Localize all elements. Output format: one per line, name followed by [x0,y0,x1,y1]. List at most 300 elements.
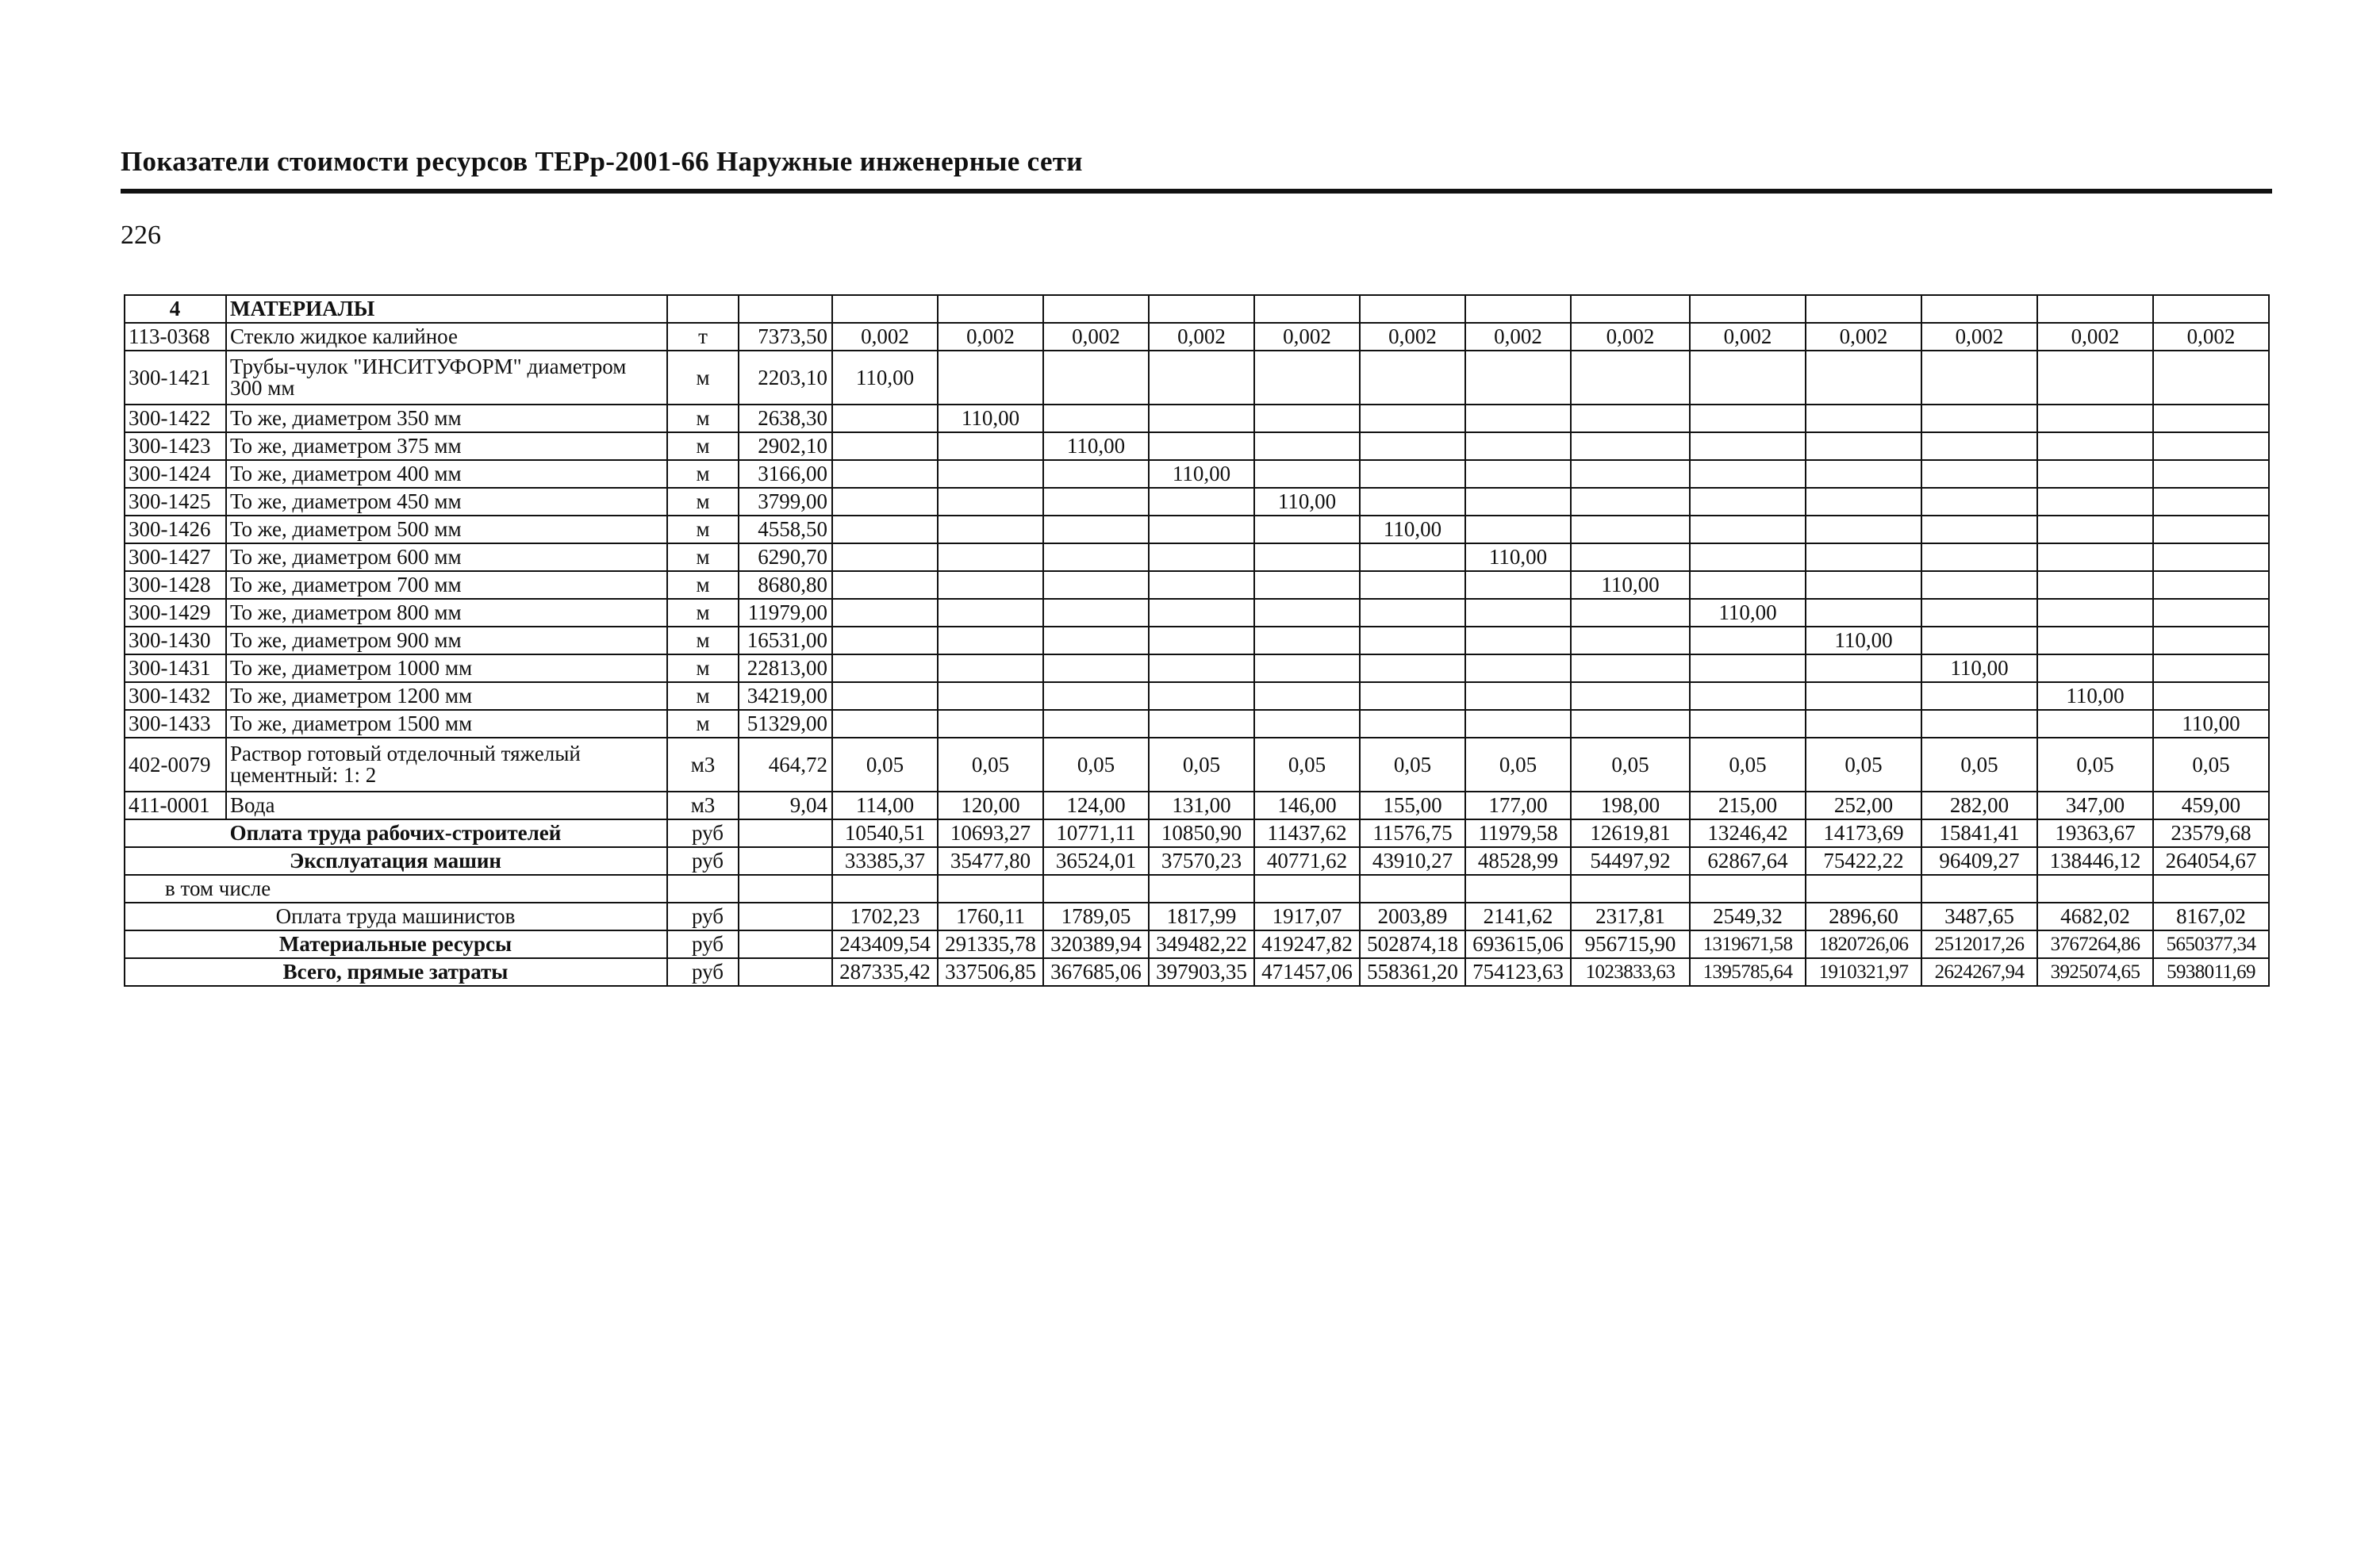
table-row [125,654,2269,682]
resource-name: То же, диаметром 1000 мм [226,654,667,682]
value-cell [1465,405,1571,432]
summary-value: 11576,75 [1360,819,1465,847]
value-cell [1690,460,1806,488]
value-cell [1360,710,1465,738]
value-cell [1690,516,1806,543]
resource-unit: м [667,682,739,710]
value-cell [2037,460,2153,488]
value-cell [2037,405,2153,432]
resource-name: То же, диаметром 350 мм [226,405,667,432]
resource-code: 300-1422 [125,405,226,432]
resource-code: 402-0079 [125,738,226,792]
value-cell [1921,710,2037,738]
value-cell: 0,002 [1360,323,1465,351]
value-cell [1360,654,1465,682]
summary-unit: руб [667,819,739,847]
table-row [125,323,2269,351]
value-cell [1571,405,1690,432]
value-cell [1806,351,1921,405]
summary-value: 2512017,26 [1921,930,2037,958]
summary-value: 291335,78 [938,930,1043,958]
value-cell [938,710,1043,738]
value-cell [1254,432,1360,460]
resource-code: 300-1429 [125,599,226,627]
value-cell: 0,002 [2153,323,2269,351]
summary-label: Эксплуатация машин [125,847,667,875]
value-cell: 110,00 [1360,516,1465,543]
summary-value: 2141,62 [1465,903,1571,930]
resource-price: 22813,00 [739,654,832,682]
value-cell: 0,002 [1806,323,1921,351]
summary-value [1921,875,2037,903]
value-cell [1571,432,1690,460]
value-cell: 155,00 [1360,792,1465,819]
resource-name: То же, диаметром 1200 мм [226,682,667,710]
resource-unit: м [667,599,739,627]
summary-value: 3487,65 [1921,903,2037,930]
summary-row [125,847,2269,875]
summary-value: 558361,20 [1360,958,1465,986]
value-cell [1921,460,2037,488]
summary-value: 419247,82 [1254,930,1360,958]
resource-code: 300-1424 [125,460,226,488]
value-cell [1806,710,1921,738]
summary-value: 1820726,06 [1806,930,1921,958]
value-cell [1360,460,1465,488]
value-cell [1806,571,1921,599]
resource-unit: м [667,571,739,599]
value-cell [1806,432,1921,460]
resource-name: То же, диаметром 500 мм [226,516,667,543]
value-cell [1254,654,1360,682]
value-cell [1149,432,1254,460]
value-cell [2037,516,2153,543]
summary-value: 243409,54 [832,930,938,958]
value-cell: 347,00 [2037,792,2153,819]
summary-value: 37570,23 [1149,847,1254,875]
value-cell: 0,002 [1690,323,1806,351]
table-row [125,627,2269,654]
resource-name: Стекло жидкое калийное [226,323,667,351]
summary-value: 138446,12 [2037,847,2153,875]
value-cell [938,682,1043,710]
value-cell [1921,351,2037,405]
summary-value: 10693,27 [938,819,1043,847]
summary-value: 320389,94 [1043,930,1149,958]
value-cell [1149,599,1254,627]
value-cell [1921,295,2037,323]
value-cell [1465,460,1571,488]
value-cell [1043,488,1149,516]
value-cell [1690,351,1806,405]
summary-value: 35477,80 [938,847,1043,875]
value-cell [1465,599,1571,627]
value-cell [1043,351,1149,405]
summary-value: 5938011,69 [2153,958,2269,986]
value-cell [1690,543,1806,571]
value-cell: 110,00 [1254,488,1360,516]
table-row [125,738,2269,792]
summary-label: Оплата труда машинистов [125,903,667,930]
section-title: МАТЕРИАЛЫ [226,295,667,323]
resource-price: 6290,70 [739,543,832,571]
resource-price: 2902,10 [739,432,832,460]
table-row [125,543,2269,571]
value-cell: 110,00 [1465,543,1571,571]
table-row [125,488,2269,516]
summary-value: 75422,22 [1806,847,1921,875]
resource-price: 4558,50 [739,516,832,543]
value-cell: 0,002 [832,323,938,351]
table-row [125,405,2269,432]
value-cell [832,460,938,488]
value-cell: 110,00 [2037,682,2153,710]
value-cell: 252,00 [1806,792,1921,819]
value-cell [1806,295,1921,323]
summary-label: Всего, прямые затраты [125,958,667,986]
value-cell [1690,710,1806,738]
summary-value: 3925074,65 [2037,958,2153,986]
summary-value: 10540,51 [832,819,938,847]
summary-value [1465,875,1571,903]
value-cell [2153,516,2269,543]
resource-cost-table-wrapper [124,294,2270,987]
resource-name: То же, диаметром 375 мм [226,432,667,460]
summary-value: 2624267,94 [1921,958,2037,986]
resource-unit: м3 [667,738,739,792]
value-cell [1690,654,1806,682]
value-cell [832,432,938,460]
summary-row [125,903,2269,930]
value-cell [1921,599,2037,627]
summary-value: 1319671,58 [1690,930,1806,958]
summary-value: 287335,42 [832,958,938,986]
value-cell [1254,710,1360,738]
summary-value: 2896,60 [1806,903,1921,930]
value-cell [2037,710,2153,738]
value-cell [1254,543,1360,571]
summary-row [125,875,2269,903]
value-cell [832,654,938,682]
value-cell: 110,00 [1043,432,1149,460]
value-cell [2153,432,2269,460]
summary-value [1360,875,1465,903]
resource-price: 3799,00 [739,488,832,516]
page-number: 226 [121,221,161,250]
resource-unit: т [667,323,739,351]
value-cell [1806,516,1921,543]
value-cell [938,351,1043,405]
value-cell: 0,002 [1465,323,1571,351]
value-cell [1921,405,2037,432]
value-cell [1360,405,1465,432]
value-cell [832,516,938,543]
value-cell [1360,571,1465,599]
value-cell [1465,627,1571,654]
summary-value: 1702,23 [832,903,938,930]
resource-name: То же, диаметром 600 мм [226,543,667,571]
summary-value: 1023833,63 [1571,958,1690,986]
value-cell [1465,516,1571,543]
resource-price: 51329,00 [739,710,832,738]
value-cell: 0,05 [1254,738,1360,792]
resource-name: Вода [226,792,667,819]
value-cell: 0,002 [1571,323,1690,351]
value-cell [1571,351,1690,405]
value-cell [1043,710,1149,738]
resource-price: 16531,00 [739,627,832,654]
value-cell [1360,627,1465,654]
value-cell [1360,543,1465,571]
summary-unit: руб [667,847,739,875]
value-cell: 282,00 [1921,792,2037,819]
value-cell [2037,543,2153,571]
resource-code: 300-1421 [125,351,226,405]
summary-value: 367685,06 [1043,958,1149,986]
resource-price: 8680,80 [739,571,832,599]
value-cell: 110,00 [1690,599,1806,627]
value-cell [1690,432,1806,460]
value-cell [1043,543,1149,571]
summary-row [125,958,2269,986]
summary-value: 1817,99 [1149,903,1254,930]
resource-price: 9,04 [739,792,832,819]
price-cell [739,930,832,958]
value-cell: 0,05 [1806,738,1921,792]
value-cell [832,710,938,738]
value-cell [2153,654,2269,682]
value-cell [1921,488,2037,516]
value-cell [1921,543,2037,571]
value-cell [2153,460,2269,488]
summary-value: 40771,62 [1254,847,1360,875]
value-cell [1149,405,1254,432]
value-cell [1806,654,1921,682]
resource-name: То же, диаметром 800 мм [226,599,667,627]
resource-price: 464,72 [739,738,832,792]
value-cell [1360,599,1465,627]
value-cell [832,295,938,323]
value-cell [1254,627,1360,654]
value-cell [1465,432,1571,460]
value-cell [2037,488,2153,516]
summary-value [1254,875,1360,903]
value-cell [1806,405,1921,432]
summary-value [1043,875,1149,903]
value-cell [938,432,1043,460]
summary-value: 43910,27 [1360,847,1465,875]
value-cell [1806,460,1921,488]
value-cell: 0,05 [2037,738,2153,792]
table-row [125,571,2269,599]
value-cell [1149,627,1254,654]
value-cell: 0,05 [1571,738,1690,792]
summary-value: 956715,90 [1571,930,1690,958]
resource-code: 300-1432 [125,682,226,710]
value-cell [832,488,938,516]
value-cell [1149,516,1254,543]
value-cell [2037,571,2153,599]
value-cell: 0,002 [1149,323,1254,351]
value-cell [1921,682,2037,710]
value-cell: 0,05 [1921,738,2037,792]
summary-value: 10850,90 [1149,819,1254,847]
summary-value: 14173,69 [1806,819,1921,847]
value-cell [1690,488,1806,516]
table-body [125,295,2269,986]
value-cell [2153,405,2269,432]
value-cell [1921,571,2037,599]
summary-label: в том числе [125,875,667,903]
value-cell: 0,002 [2037,323,2153,351]
value-cell [1043,627,1149,654]
summary-value: 5650377,34 [2153,930,2269,958]
summary-value: 2003,89 [1360,903,1465,930]
summary-value: 4682,02 [2037,903,2153,930]
table-row [125,682,2269,710]
value-cell: 0,002 [1921,323,2037,351]
value-cell [2153,543,2269,571]
value-cell [2037,432,2153,460]
header-rule [121,189,2272,194]
value-cell [1360,682,1465,710]
summary-value: 397903,35 [1149,958,1254,986]
value-cell: 177,00 [1465,792,1571,819]
resource-code: 113-0368 [125,323,226,351]
resource-price: 11979,00 [739,599,832,627]
value-cell [832,682,938,710]
value-cell [2153,599,2269,627]
value-cell [1043,599,1149,627]
table-row [125,599,2269,627]
summary-value: 754123,63 [1465,958,1571,986]
summary-value: 3767264,86 [2037,930,2153,958]
summary-value: 48528,99 [1465,847,1571,875]
page-title: Показатели стоимости ресурсов ТЕРр-2001-66 Наружные инженерные сети [121,146,1083,177]
price-cell [739,903,832,930]
value-cell [1254,460,1360,488]
value-cell [938,295,1043,323]
table-row [125,710,2269,738]
value-cell [1360,432,1465,460]
summary-value: 8167,02 [2153,903,2269,930]
resource-unit: м [667,627,739,654]
resource-name: То же, диаметром 1500 мм [226,710,667,738]
value-cell [1360,488,1465,516]
value-cell: 0,05 [1690,738,1806,792]
summary-value: 1395785,64 [1690,958,1806,986]
value-cell: 215,00 [1690,792,1806,819]
resource-price: 2638,30 [739,405,832,432]
value-cell: 114,00 [832,792,938,819]
value-cell [832,543,938,571]
summary-value [2037,875,2153,903]
price-cell [739,295,832,323]
summary-value: 471457,06 [1254,958,1360,986]
value-cell [938,460,1043,488]
value-cell [938,543,1043,571]
resource-name: То же, диаметром 400 мм [226,460,667,488]
value-cell [1149,351,1254,405]
value-cell [2153,682,2269,710]
summary-value: 349482,22 [1149,930,1254,958]
value-cell [1254,599,1360,627]
value-cell: 110,00 [2153,710,2269,738]
resource-unit: м [667,460,739,488]
price-cell [739,847,832,875]
summary-value: 96409,27 [1921,847,2037,875]
table-row [125,516,2269,543]
value-cell [1149,710,1254,738]
resource-unit: м [667,488,739,516]
resource-code: 300-1423 [125,432,226,460]
resource-price: 34219,00 [739,682,832,710]
value-cell [1043,460,1149,488]
value-cell: 110,00 [1571,571,1690,599]
value-cell [2037,654,2153,682]
value-cell [938,627,1043,654]
value-cell: 110,00 [832,351,938,405]
value-cell [1465,682,1571,710]
value-cell [2153,295,2269,323]
value-cell [1690,627,1806,654]
value-cell: 0,05 [1149,738,1254,792]
summary-row [125,930,2269,958]
value-cell [1465,488,1571,516]
summary-value: 13246,42 [1690,819,1806,847]
resource-name: То же, диаметром 700 мм [226,571,667,599]
value-cell [1571,516,1690,543]
table-row [125,432,2269,460]
value-cell [938,516,1043,543]
value-cell [1254,682,1360,710]
value-cell [1921,627,2037,654]
value-cell: 120,00 [938,792,1043,819]
price-cell [739,819,832,847]
summary-label: Оплата труда рабочих-строителей [125,819,667,847]
resource-code: 300-1430 [125,627,226,654]
value-cell: 0,05 [938,738,1043,792]
table-row [125,351,2269,405]
summary-value: 62867,64 [1690,847,1806,875]
summary-unit: руб [667,930,739,958]
resource-unit: м [667,710,739,738]
value-cell: 0,05 [832,738,938,792]
resource-unit: м [667,654,739,682]
value-cell [1149,488,1254,516]
value-cell [1921,516,2037,543]
value-cell [1690,682,1806,710]
value-cell [1465,571,1571,599]
value-cell [1690,571,1806,599]
summary-value: 11979,58 [1465,819,1571,847]
value-cell [938,599,1043,627]
summary-value: 1789,05 [1043,903,1149,930]
summary-value: 33385,37 [832,847,938,875]
summary-value [832,875,938,903]
resource-name: Трубы-чулок "ИНСИТУФОРМ" диаметром 300 мм [226,351,667,405]
value-cell: 110,00 [938,405,1043,432]
value-cell [1149,682,1254,710]
resource-name: Раствор готовый отделочный тяжелый цементный: 1: 2 [226,738,667,792]
value-cell [1043,516,1149,543]
resource-price: 2203,10 [739,351,832,405]
value-cell [2153,351,2269,405]
value-cell [832,599,938,627]
summary-unit: руб [667,903,739,930]
value-cell [1571,682,1690,710]
value-cell: 146,00 [1254,792,1360,819]
